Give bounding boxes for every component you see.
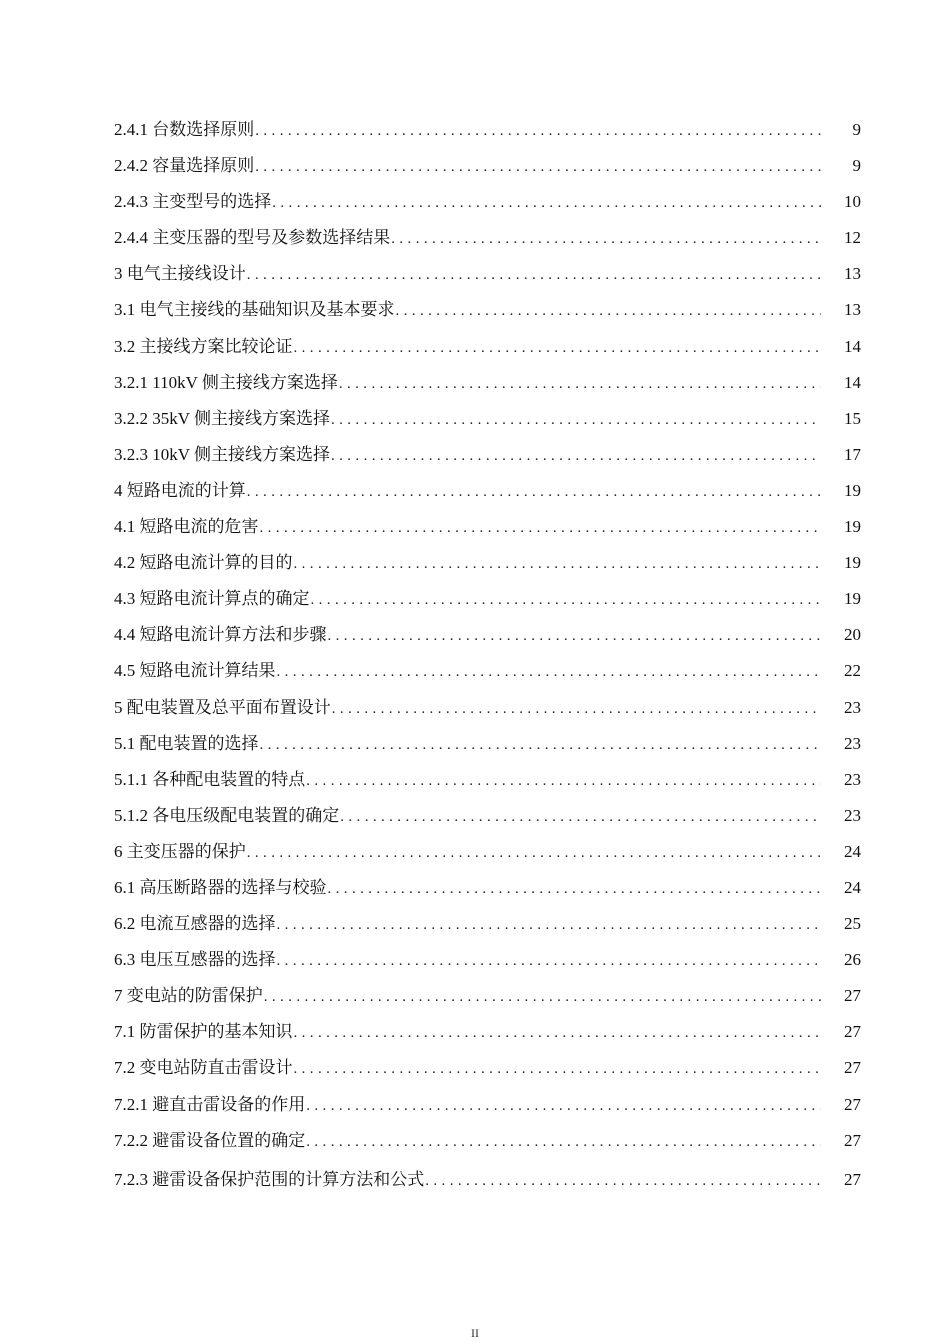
toc-leader-dots (305, 1124, 821, 1160)
toc-entry-title: 6.2 电流互感器的选择 (114, 914, 276, 934)
toc-leader-dots (331, 691, 821, 727)
toc-entry-title: 6 主变压器的保护 (114, 841, 246, 861)
toc-entry-title: 2.4.2 容量选择原则 (114, 156, 255, 176)
toc-entry[interactable] (114, 509, 861, 545)
toc-entry-page: 19 (844, 517, 861, 537)
toc-entry[interactable] (114, 1162, 861, 1198)
toc-entry-page: 24 (844, 877, 861, 897)
toc-leader-dots (327, 871, 822, 907)
toc-leader-dots (338, 366, 821, 402)
toc-leader-dots (254, 113, 821, 149)
toc-entry-title: 6.1 高压断路器的选择与校验 (114, 877, 327, 897)
toc-entry-page: 13 (844, 264, 861, 284)
toc-entry[interactable] (114, 256, 861, 292)
toc-entry[interactable] (114, 653, 861, 689)
toc-leader-dots (395, 293, 822, 329)
toc-entry[interactable] (114, 473, 861, 509)
toc-entry-title: 7 变电站的防雷保护 (114, 986, 263, 1006)
toc-entry[interactable] (114, 365, 861, 401)
toc-entry-page: 24 (844, 841, 861, 861)
toc-leader-dots (246, 474, 821, 510)
toc-entry[interactable] (114, 437, 861, 473)
toc-entry-title: 2.4.3 主变型号的选择 (114, 192, 272, 212)
toc-entry-page: 19 (844, 589, 861, 609)
toc-entry-title: 3.2.3 10kV 侧主接线方案选择 (114, 444, 330, 464)
toc-entry-page: 12 (844, 228, 861, 248)
toc-entry[interactable] (114, 292, 861, 328)
toc-entry-title: 3.2.2 35kV 侧主接线方案选择 (114, 408, 330, 428)
toc-entry[interactable] (114, 1087, 861, 1123)
toc-entry-page: 14 (844, 336, 861, 356)
toc-leader-dots (254, 149, 821, 185)
toc-leader-dots (263, 979, 821, 1015)
toc-leader-dots (293, 1015, 822, 1051)
toc-leader-dots (276, 943, 822, 979)
toc-entry[interactable] (114, 329, 861, 365)
toc-entry-title: 2.4.1 台数选择原则 (114, 120, 255, 139)
toc-entry-page: 23 (844, 733, 861, 753)
table-of-contents (114, 112, 861, 1198)
toc-leader-dots (424, 1163, 821, 1199)
toc-entry-title: 6.3 电压互感器的选择 (114, 950, 276, 970)
toc-entry-title: 4.1 短路电流的危害 (114, 517, 259, 537)
toc-leader-dots (276, 907, 822, 943)
toc-leader-dots (330, 438, 821, 474)
toc-entry[interactable] (114, 942, 861, 978)
toc-entry-page: 27 (844, 1058, 861, 1078)
toc-entry[interactable] (114, 401, 861, 437)
toc-entry-title: 3 电气主接线设计 (114, 264, 246, 284)
toc-entry[interactable] (114, 220, 861, 256)
toc-leader-dots (271, 185, 821, 221)
toc-leader-dots (327, 618, 822, 654)
toc-leader-dots (276, 654, 822, 690)
toc-entry-page: 9 (852, 156, 861, 176)
toc-entry-title: 4.3 短路电流计算点的确定 (114, 589, 310, 609)
toc-entry-page: 23 (844, 697, 861, 717)
toc-entry[interactable] (114, 726, 861, 762)
toc-leader-dots (293, 1051, 822, 1087)
toc-leader-dots (293, 330, 822, 366)
toc-entry-title: 4.4 短路电流计算方法和步骤 (114, 625, 327, 645)
toc-entry-page: 27 (844, 1094, 861, 1114)
toc-entry[interactable] (114, 690, 861, 726)
toc-entry-title: 7.1 防雷保护的基本知识 (114, 1022, 293, 1042)
toc-entry-title: 3.2 主接线方案比较论证 (114, 336, 293, 356)
toc-entry[interactable] (114, 184, 861, 220)
toc-entry-title: 5.1 配电装置的选择 (114, 733, 259, 753)
toc-entry-page: 27 (844, 986, 861, 1006)
toc-leader-dots (246, 835, 821, 871)
toc-leader-dots (305, 1088, 821, 1124)
toc-entry-page: 23 (844, 805, 861, 825)
toc-entry-title: 7.2.3 避雷设备保护范围的计算方法和公式 (114, 1169, 425, 1189)
toc-entry[interactable] (114, 798, 861, 834)
toc-entry-title: 4 短路电流的计算 (114, 480, 246, 500)
toc-entry-title: 2.4.4 主变压器的型号及参数选择结果 (114, 228, 391, 248)
toc-leader-dots (293, 546, 822, 582)
toc-leader-dots (330, 402, 821, 438)
toc-entry[interactable] (114, 148, 861, 184)
toc-entry-title: 5.1.2 各电压级配电装置的确定 (114, 805, 340, 825)
toc-entry-page: 15 (844, 408, 861, 428)
toc-entry-page: 27 (844, 1130, 861, 1150)
toc-entry-page: 20 (844, 625, 861, 645)
toc-leader-dots (259, 727, 822, 763)
toc-entry-title: 3.1 电气主接线的基础知识及基本要求 (114, 300, 395, 320)
toc-entry[interactable] (114, 978, 861, 1014)
toc-entry-page: 17 (844, 444, 861, 464)
toc-entry[interactable] (114, 617, 861, 653)
toc-leader-dots (246, 257, 821, 293)
toc-entry-page: 13 (844, 300, 861, 320)
toc-entry-title: 5 配电装置及总平面布置设计 (114, 697, 331, 717)
toc-entry-page: 23 (844, 769, 861, 789)
toc-entry-title: 7.2 变电站防直击雷设计 (114, 1058, 293, 1078)
toc-entry-page: 22 (844, 661, 861, 681)
toc-leader-dots (390, 221, 821, 257)
toc-entry[interactable] (114, 545, 861, 581)
toc-entry-title: 3.2.1 110kV 侧主接线方案选择 (114, 372, 338, 392)
toc-entry-page: 19 (844, 553, 861, 573)
toc-entry[interactable] (114, 834, 861, 870)
toc-entry[interactable] (114, 112, 861, 148)
toc-entry-page: 9 (852, 120, 861, 139)
toc-entry[interactable] (114, 762, 861, 798)
toc-entry[interactable] (114, 906, 861, 942)
toc-entry-title: 7.2.1 避直击雷设备的作用 (114, 1094, 306, 1114)
toc-leader-dots (305, 763, 821, 799)
toc-leader-dots (259, 510, 822, 546)
toc-entry-title: 4.5 短路电流计算结果 (114, 661, 276, 681)
toc-leader-dots (339, 799, 821, 835)
toc-entry-page: 19 (844, 480, 861, 500)
toc-entry[interactable] (114, 581, 861, 617)
toc-leader-dots (310, 582, 822, 618)
toc-entry-page: 14 (844, 372, 861, 392)
toc-entry-title: 7.2.2 避雷设备位置的确定 (114, 1130, 306, 1150)
toc-entry[interactable] (114, 870, 861, 906)
toc-entry-title: 4.2 短路电流计算的目的 (114, 553, 293, 573)
toc-entry-page: 10 (844, 192, 861, 212)
page-footer-number: II (471, 1326, 479, 1340)
toc-entry[interactable] (114, 1123, 861, 1159)
toc-entry-title: 5.1.1 各种配电装置的特点 (114, 769, 306, 789)
toc-entry-page: 25 (844, 914, 861, 934)
toc-entry-page: 27 (844, 1022, 861, 1042)
toc-entry-page: 26 (844, 950, 861, 970)
toc-entry-page: 27 (844, 1169, 861, 1189)
toc-entry[interactable] (114, 1050, 861, 1086)
toc-entry[interactable] (114, 1014, 861, 1050)
